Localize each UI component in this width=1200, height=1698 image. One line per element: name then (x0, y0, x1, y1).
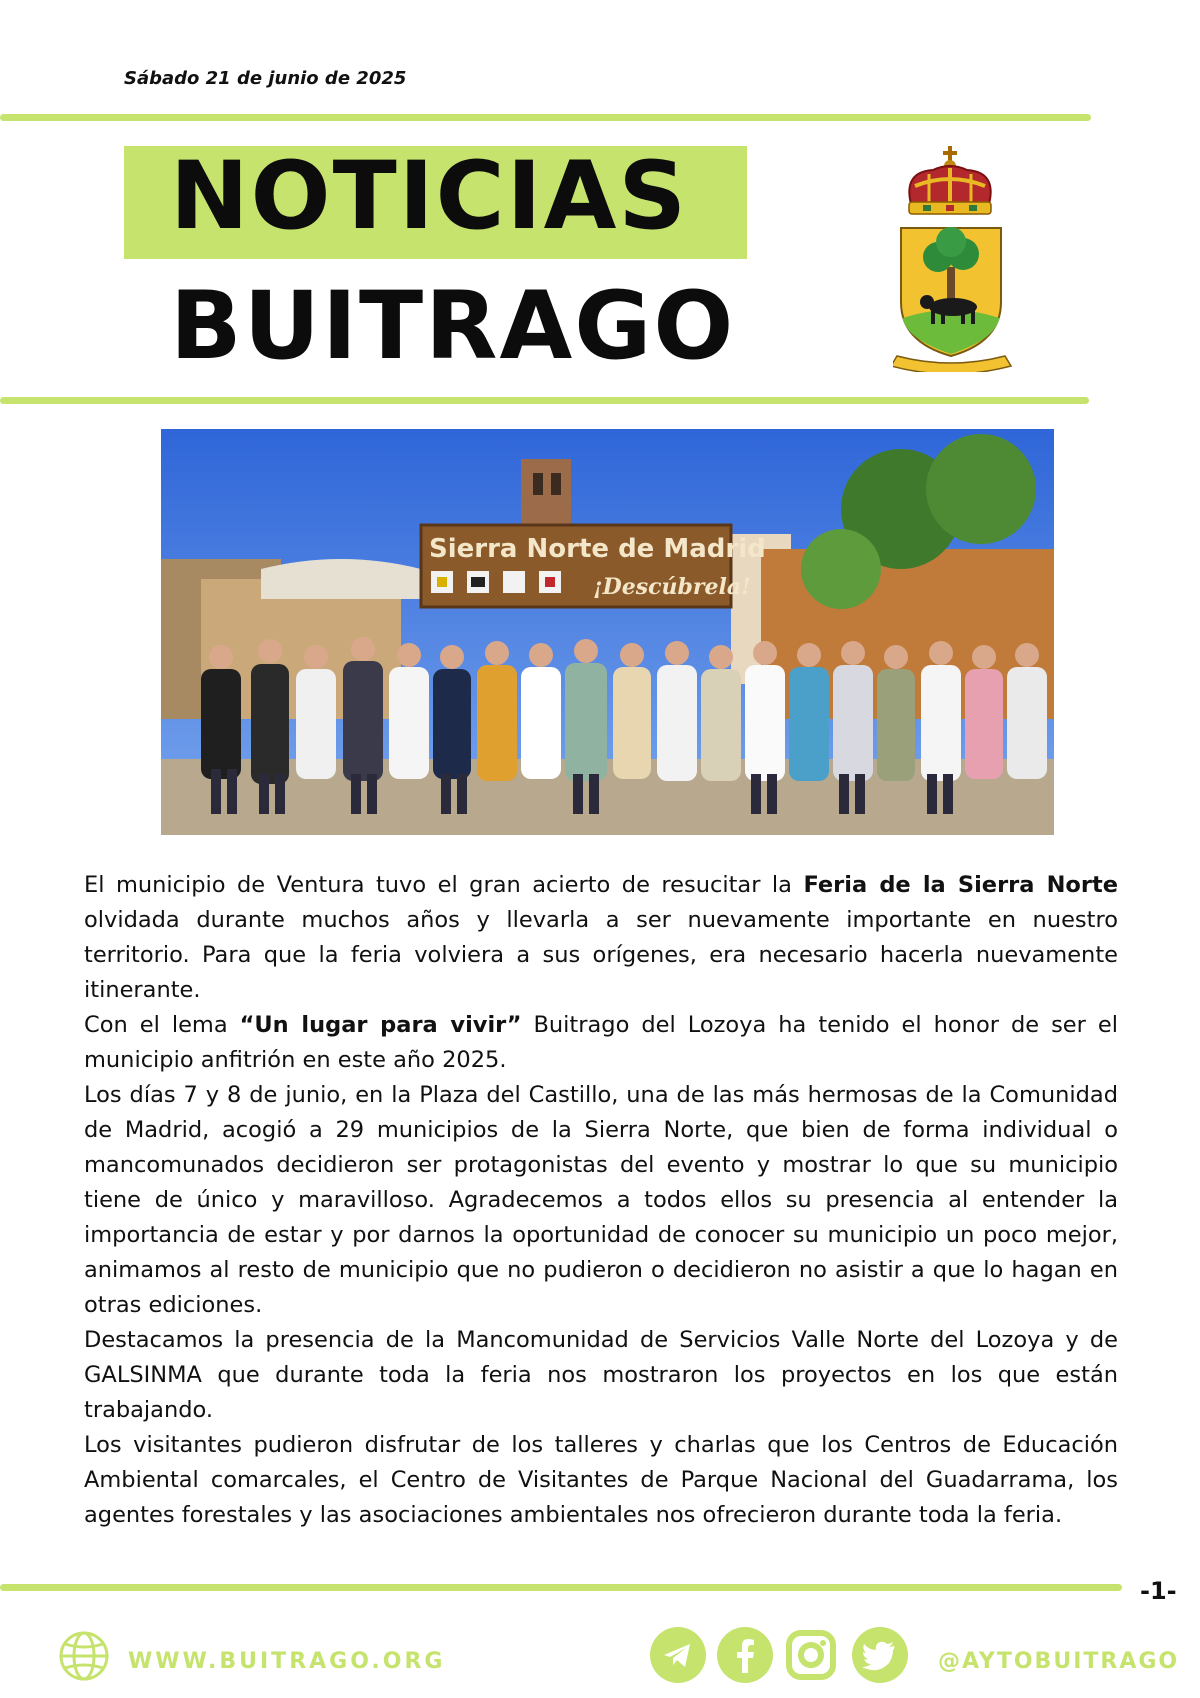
title-line-1: NOTICIAS (170, 142, 689, 251)
website-link[interactable]: WWW.BUITRAGO.ORG (128, 1649, 446, 1674)
page-number: -1- (1140, 1577, 1177, 1605)
feria-name: Feria de la Sierra Norte (803, 872, 1118, 898)
telegram-icon[interactable] (650, 1627, 706, 1683)
facebook-icon[interactable] (717, 1627, 773, 1683)
article-paragraph-4: Destacamos la presencia de la Mancomunidad de Servicios Valle Norte del Lozoya y de GALSINMA que durante toda la feria nos mostraron los proyectos en los que están trabajando. (84, 1327, 1118, 1423)
article-paragraph-2: Con el lema “Un lugar para vivir” Buitrago del Lozoya ha tenido el honor de ser el municipio anfitrión en este año 2025. (84, 1012, 1118, 1073)
header-bottom-rule (0, 397, 1089, 404)
article-paragraph-5: Los visitantes pudieron disfrutar de los talleres y charlas que los Centros de Educación Ambiental comarcales, el Centro de Visitantes de Parque Nacional del Guadarrama, los agentes forestales y las asociaciones ambientales nos ofrecieron durante toda la feria. (84, 1432, 1118, 1528)
article-paragraph-1: El municipio de Ventura tuvo el gran acierto de resucitar la Feria de la Sierra Norte olvidada durante muchos años y llevarla a ser nuevamente importante en nuestro territorio. Para que la feria volviera a sus orígenes, era necesario hacerla nuevamente itinerante. (84, 872, 1118, 1003)
instagram-icon[interactable] (783, 1627, 839, 1683)
globe-icon[interactable] (58, 1630, 110, 1682)
coat-of-arms-icon (893, 142, 1023, 372)
sign-text-line-1: Sierra Norte de Madrid (429, 534, 766, 564)
article-body (84, 868, 1118, 1533)
top-rule (0, 114, 1091, 121)
title-line-2: BUITRAGO (170, 272, 736, 381)
footer-rule (0, 1584, 1122, 1591)
issue-date: Sábado 21 de junio de 2025 (124, 68, 407, 89)
article-paragraph-3: Los días 7 y 8 de junio, en la Plaza del Castillo, una de las más hermosas de la Comunidad de Madrid, acogió a 29 municipios de la Sierra Norte, que bien de forma individual o mancomunados decidieron ser protagonistas del evento y mostrar lo que su municipio tiene de único y maravilloso. Agradecemos a todos ellos su presencia al entender la importancia de estar y por darnos la oportunidad de conocer su municipio un poco mejor, animamos al resto de municipio que no pudieron o decidieron no asistir a que lo hagan en otras ediciones. (84, 1082, 1118, 1318)
social-handle[interactable]: @AYTOBUITRAGO (938, 1649, 1180, 1674)
twitter-icon[interactable] (852, 1627, 908, 1683)
motto: “Un lugar para vivir” (239, 1012, 522, 1038)
event-group-photo (161, 429, 1054, 835)
sign-text-line-2: ¡Descúbrela! (593, 574, 751, 600)
